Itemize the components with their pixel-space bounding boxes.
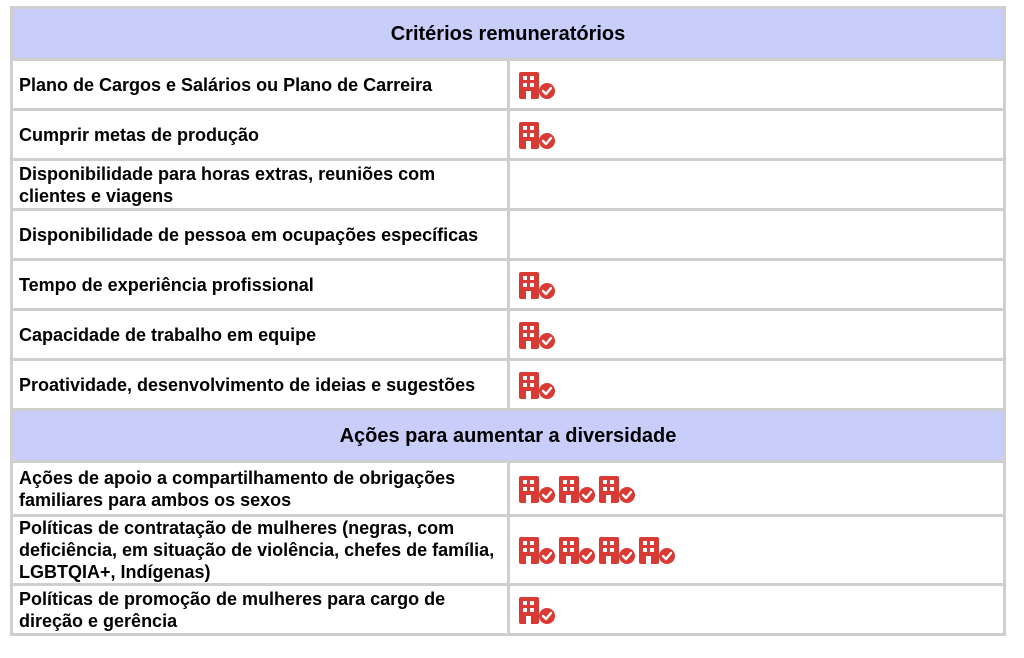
icon-cell [508, 210, 1005, 260]
row-label: Disponibilidade para horas extras, reuniões com clientes e viagens [12, 160, 509, 210]
company-check-icon [598, 474, 636, 504]
company-check-icon [598, 535, 636, 565]
icon-cell [508, 462, 1005, 516]
company-check-icon [558, 535, 596, 565]
row-label: Cumprir metas de produção [12, 110, 509, 160]
company-check-icon [558, 474, 596, 504]
row-label: Políticas de contratação de mulheres (negras, com deficiência, em situação de violência, chefes de família, LGBTQIA+, Indígenas) [12, 516, 509, 585]
table-row [12, 360, 1005, 410]
icon-cell [508, 516, 1005, 585]
row-label: Disponibilidade de pessoa em ocupações específicas [12, 210, 509, 260]
table-row [12, 60, 1005, 110]
section-title: Critérios remuneratórios [12, 8, 1005, 60]
icon-cell [508, 360, 1005, 410]
company-check-icon [518, 474, 556, 504]
table-row [12, 462, 1005, 516]
row-label: Ações de apoio a compartilhamento de obrigações familiares para ambos os sexos [12, 462, 509, 516]
company-check-icon [518, 120, 556, 150]
row-label: Tempo de experiência profissional [12, 260, 509, 310]
table-row [12, 110, 1005, 160]
company-check-icon [518, 270, 556, 300]
company-check-icon [518, 535, 556, 565]
section-title: Ações para aumentar a diversidade [12, 410, 1005, 462]
row-label: Proatividade, desenvolvimento de ideias e sugestões [12, 360, 509, 410]
table-row [12, 585, 1005, 635]
table-row [12, 310, 1005, 360]
table-row [12, 160, 1005, 210]
criteria-table-container [10, 6, 1006, 636]
section-header-row [12, 410, 1005, 462]
icon-cell [508, 260, 1005, 310]
icon-cell [508, 160, 1005, 210]
company-check-icon [518, 595, 556, 625]
company-check-icon [638, 535, 676, 565]
row-label: Políticas de promoção de mulheres para cargo de direção e gerência [12, 585, 509, 635]
icon-cell [508, 585, 1005, 635]
row-label: Capacidade de trabalho em equipe [12, 310, 509, 360]
criteria-table [10, 6, 1006, 636]
table-row [12, 260, 1005, 310]
company-check-icon [518, 320, 556, 350]
icon-cell [508, 310, 1005, 360]
company-check-icon [518, 370, 556, 400]
icon-cell [508, 110, 1005, 160]
table-row [12, 210, 1005, 260]
icon-cell [508, 60, 1005, 110]
row-label: Plano de Cargos e Salários ou Plano de Carreira [12, 60, 509, 110]
table-row [12, 516, 1005, 585]
section-header-row [12, 8, 1005, 60]
company-check-icon [518, 70, 556, 100]
